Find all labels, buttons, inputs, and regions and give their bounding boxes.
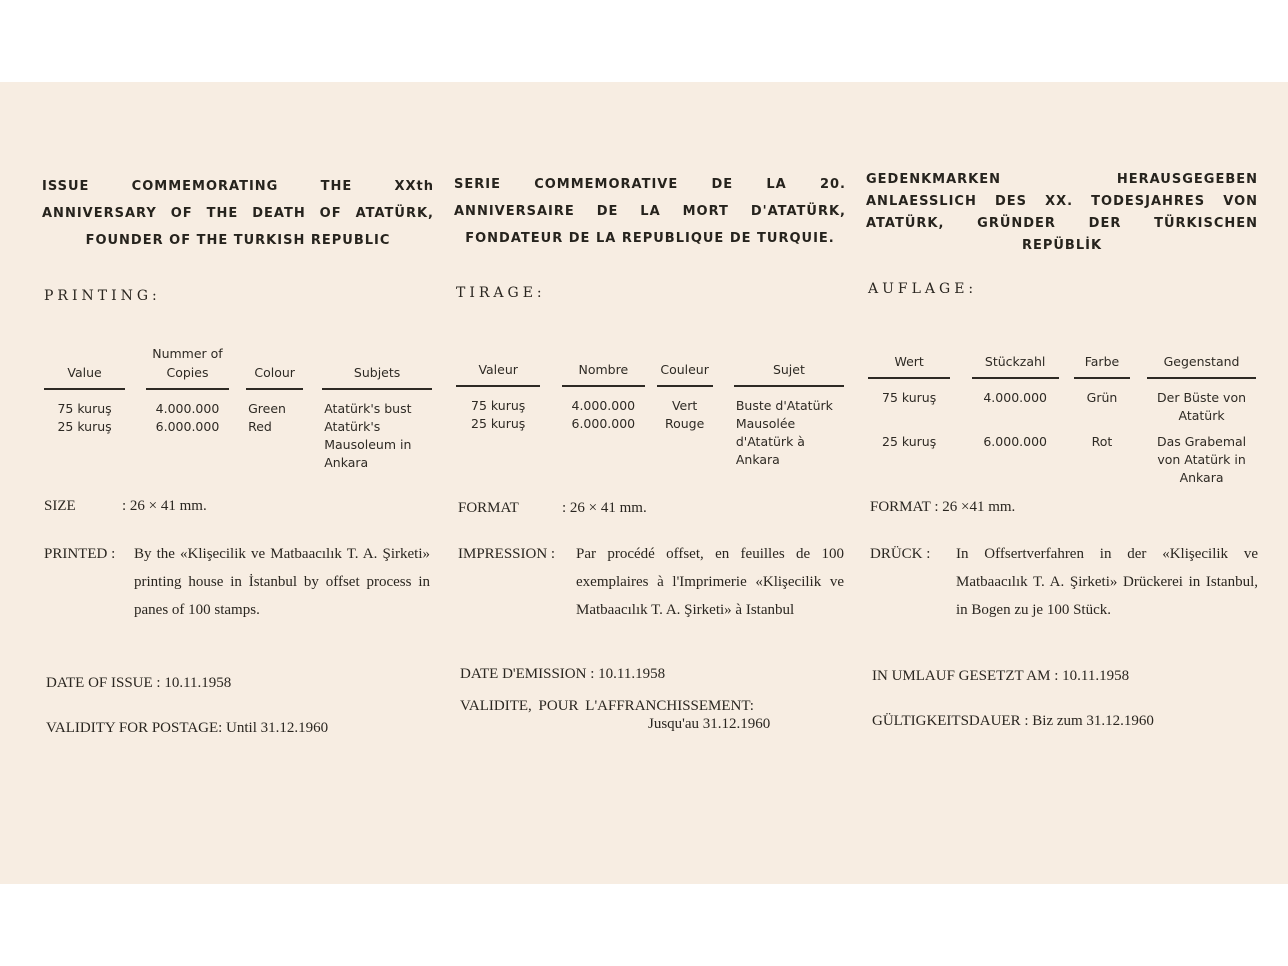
table-header-row — [868, 352, 1256, 379]
german-stamp-table — [868, 352, 1256, 487]
cell-copies: 6.000.000 — [571, 416, 636, 431]
cell-value: 25 kuruş — [57, 419, 112, 434]
printed-value: By the «Klişecilik ve Matbaacılık T. A. Şirketi» printing house in İstanbul by offset process in panes of 100 stamps. — [134, 546, 430, 618]
table-row — [44, 390, 432, 418]
cell-value: 25 kuruş — [471, 416, 526, 431]
french-column — [454, 82, 846, 884]
header-value: Value — [44, 344, 125, 390]
header-couleur: Couleur — [657, 360, 713, 387]
header-subject: Subjets — [322, 344, 432, 390]
cell-copies: 4.000.000 — [983, 390, 1047, 405]
cell-subject: Mausolée d'Atatürk à Ankara — [735, 416, 805, 467]
table-row — [868, 425, 1256, 487]
size-key: SIZE — [44, 498, 76, 514]
german-column — [866, 82, 1258, 884]
cell-colour: Grün — [1086, 390, 1118, 405]
printing-label: PRINTING: — [44, 288, 161, 304]
table-row — [456, 415, 844, 469]
english-stamp-table — [44, 344, 432, 472]
cell-value: 75 kuruş — [882, 390, 937, 405]
cell-colour: Red — [248, 419, 272, 434]
cell-subject: Atatürk's Mausoleum in Ankara — [324, 419, 412, 470]
cell-subject: Der Büste von Atatürk — [1157, 390, 1247, 423]
size-line — [44, 498, 207, 515]
english-heading: ISSUE COMMEMORATING THE XXth ANNIVERSARY OF THE DEATH OF ATATÜRK, FOUNDER OF THE TURKISH REPUBLIC — [42, 179, 434, 248]
validite-date: Jusqu'au 31.12.1960 — [648, 716, 771, 732]
size-value: : 26 × 41 mm. — [122, 498, 207, 514]
document-sheet — [0, 82, 1288, 884]
format-value: : 26 × 41 mm. — [562, 500, 647, 516]
cell-colour: Vert — [671, 398, 698, 413]
validite-line: VALIDITE, POUR L'AFFRANCHISSEMENT: — [460, 698, 754, 714]
umlauf-line: IN UMLAUF GESETZT AM : 10.11.1958 — [872, 668, 1130, 684]
date-of-issue: DATE OF ISSUE : 10.11.1958 — [46, 675, 232, 691]
impression-block — [458, 540, 846, 624]
druck-key: DRÜCK : — [870, 546, 931, 562]
format-line: FORMAT : 26 ×41 mm. — [870, 499, 1016, 515]
header-stueckzahl: Stückzahl — [972, 352, 1059, 379]
cell-copies: 6.000.000 — [983, 434, 1047, 449]
cell-value: 75 kuruş — [57, 401, 112, 416]
table-row — [868, 379, 1256, 425]
header-gegenstand: Gegenstand — [1147, 352, 1256, 379]
printed-block — [44, 540, 432, 624]
table-header-row — [456, 360, 844, 387]
tirage-label: TIRAGE: — [456, 285, 546, 301]
header-copies: Nummer of Copies — [146, 344, 229, 390]
english-column — [42, 82, 434, 884]
table-header-row — [44, 344, 432, 390]
table-row — [44, 418, 432, 472]
french-heading: SERIE COMMEMORATIVE DE LA 20. ANNIVERSAIRE DE LA MORT D'ATATÜRK, FONDATEUR DE LA REPUBLIQUE DE TURQUIE. — [454, 177, 846, 246]
table-row — [456, 387, 844, 415]
cell-subject: Atatürk's bust — [324, 401, 412, 416]
auflage-label: AUFLAGE: — [868, 281, 978, 297]
gueltigkeit-line: GÜLTIGKEITSDAUER : Biz zum 31.12.1960 — [872, 713, 1154, 729]
header-colour: Colour — [246, 344, 303, 390]
printed-key: PRINTED : — [44, 546, 116, 562]
cell-copies: 4.000.000 — [571, 398, 636, 413]
french-stamp-table — [456, 360, 844, 469]
cell-value: 25 kuruş — [882, 434, 937, 449]
header-valeur: Valeur — [456, 360, 540, 387]
cell-colour: Rot — [1091, 434, 1113, 449]
header-farbe: Farbe — [1074, 352, 1129, 379]
cell-subject: Buste d'Atatürk — [735, 398, 833, 413]
impression-value: Par procédé offset, en feuilles de 100 exemplaires à l'Imprimerie «Klişecilik ve Matbaacılık T. A. Şirketi» à Istanbul — [576, 546, 844, 618]
impression-key: IMPRESSION : — [458, 546, 556, 562]
date-emission: DATE D'EMISSION : 10.11.1958 — [460, 666, 666, 682]
cell-copies: 6.000.000 — [155, 419, 220, 434]
cell-value: 75 kuruş — [471, 398, 526, 413]
cell-colour: Green — [248, 401, 286, 416]
cell-subject: Das Grabemal von Atatürk in Ankara — [1156, 434, 1247, 485]
format-line — [458, 500, 647, 517]
druck-block — [870, 540, 1262, 624]
validity-for-postage: VALIDITY FOR POSTAGE: Until 31.12.1960 — [46, 720, 329, 736]
header-wert: Wert — [868, 352, 950, 379]
cell-colour: Rouge — [664, 416, 705, 431]
druck-value: In Offsertverfahren in der «Klişecilik ve Matbaacılık T. A. Şirketi» Drückerei in Istanbul, in Bogen zu je 100 Stück. — [956, 546, 1258, 618]
header-sujet: Sujet — [734, 360, 844, 387]
header-nombre: Nombre — [562, 360, 645, 387]
format-key: FORMAT — [458, 500, 519, 516]
cell-copies: 4.000.000 — [155, 401, 220, 416]
german-heading: GEDENKMARKEN HERAUSGEGEBEN ANLAESSLICH DES XX. TODESJAHRES VON ATATÜRK, GRÜNDER DER TÜRKISCHEN REPÜBLİK — [866, 172, 1258, 253]
